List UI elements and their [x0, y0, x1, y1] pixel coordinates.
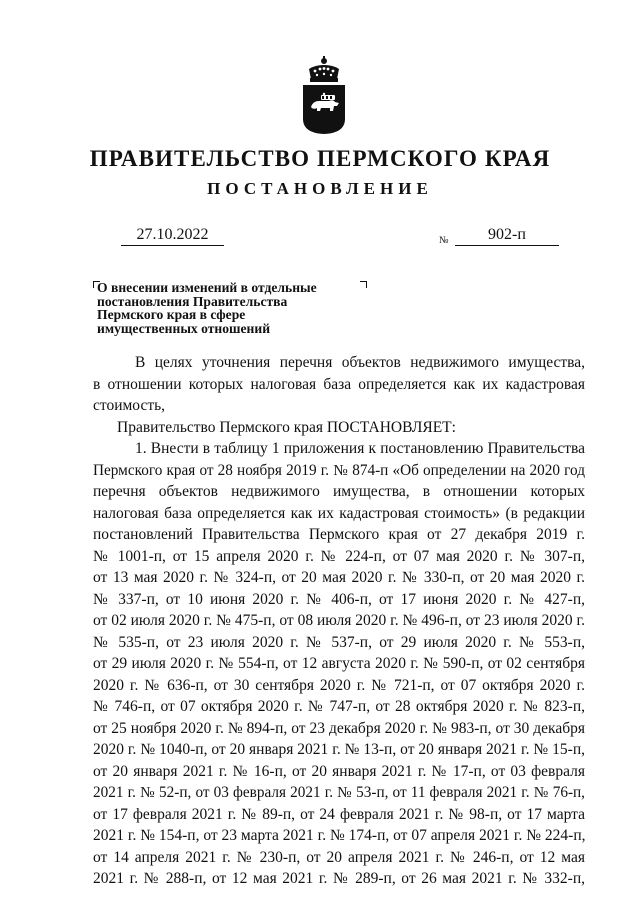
subject-line: постановления Правительства: [97, 293, 288, 309]
subject-line: Пермского края в сфере: [97, 307, 246, 322]
subject-line: имущественных отношений: [97, 320, 271, 336]
body-line: от 20 января 2021 г. № 16-п, от 20 января 2021 г. № 17-п, от 03 февраля: [93, 762, 585, 780]
body-line: налоговая база определяется как их кадастровая стоимость» (в редакции: [93, 504, 585, 522]
body-line: В целях уточнения перечня объектов недвижимого имущества,: [135, 354, 585, 371]
document-type: ПОСТАНОВЛЕНИЕ: [207, 179, 433, 198]
body-line: 2020 г. № 1040-п, от 20 января 2021 г. № 13-п, от 20 января 2021 г. № 15-п,: [93, 741, 585, 758]
body-line: № 1001-п, от 15 апреля 2020 г. № 224-п, от 07 мая 2020 г. № 307-п,: [93, 547, 585, 565]
body-line: постановлений Правительства Пермского края от 27 декабря 2019 г.: [93, 526, 585, 543]
organization-title: ПРАВИТЕЛЬСТВО ПЕРМСКОГО КРАЯ: [89, 146, 551, 171]
body-line: в отношении которых налоговая база определяется как их кадастровая: [93, 375, 585, 393]
perm-krai-coat-of-arms-icon: [299, 55, 349, 135]
number-sign: №: [439, 235, 449, 246]
resolution-clause: Правительство Пермского края ПОСТАНОВЛЯЕТ:: [117, 418, 456, 436]
subject-line: О внесении изменений в отдельные: [97, 280, 317, 295]
body-line: от 29 июля 2020 г. № 554-п, от 12 августа 2020 г. № 590-п, от 02 сентября: [93, 655, 585, 672]
body-line: № 746-п, от 07 октября 2020 г. № 747-п, от 28 октября 2020 г. № 823-п,: [93, 698, 585, 715]
document-date: 27.10.2022: [121, 226, 224, 246]
body-line: стоимость,: [93, 397, 166, 414]
body-line: 2021 г. № 288-п, от 12 мая 2021 г. № 289-п, от 26 мая 2021 г. № 332-п,: [93, 870, 585, 887]
body-line: от 25 ноября 2020 г. № 894-п, от 23 декабря 2020 г. № 983-п, от 30 декабря: [93, 719, 585, 737]
body-line: перечня объектов недвижимого имущества, в отношении которых: [93, 483, 585, 500]
body-line: № 535-п, от 23 июля 2020 г. № 537-п, от 29 июля 2020 г. № 553-п,: [93, 633, 585, 651]
body-line: 2021 г. № 154-п, от 23 марта 2021 г. № 174-п, от 07 апреля 2021 г. № 224-п,: [93, 827, 586, 844]
body-line: 2020 г. № 636-п, от 30 сентября 2020 г. № 721-п, от 07 октября 2020 г.: [93, 676, 585, 694]
document-number: 902-п: [455, 226, 559, 246]
body-line: от 17 февраля 2021 г. № 89-п, от 24 февраля 2021 г. № 98-п, от 17 марта: [93, 805, 585, 823]
body-line: от 14 апреля 2021 г. № 230-п, от 20 апреля 2021 г. № 246-п, от 12 мая: [93, 848, 585, 866]
body-line: № 337-п, от 10 июня 2020 г. № 406-п, от 17 июня 2020 г. № 427-п,: [93, 590, 585, 608]
body-line: 2021 г. № 52-п, от 03 февраля 2021 г. № 53-п, от 11 февраля 2021 г. № 76-п,: [93, 784, 585, 801]
document-subject: [97, 281, 367, 335]
body-line: от 02 июля 2020 г. № 475-п, от 08 июля 2020 г. № 496-п, от 23 июля 2020 г.: [93, 612, 585, 629]
document-body: [93, 352, 585, 890]
body-line: 1. Внести в таблицу 1 приложения к постановлению Правительства: [135, 440, 585, 457]
body-line: Пермского края от 28 ноября 2019 г. № 874-п «Об определении на 2020 год: [93, 461, 585, 479]
body-line: от 13 мая 2020 г. № 324-п, от 20 мая 2020 г. № 330-п, от 20 мая 2020 г.: [93, 569, 585, 586]
